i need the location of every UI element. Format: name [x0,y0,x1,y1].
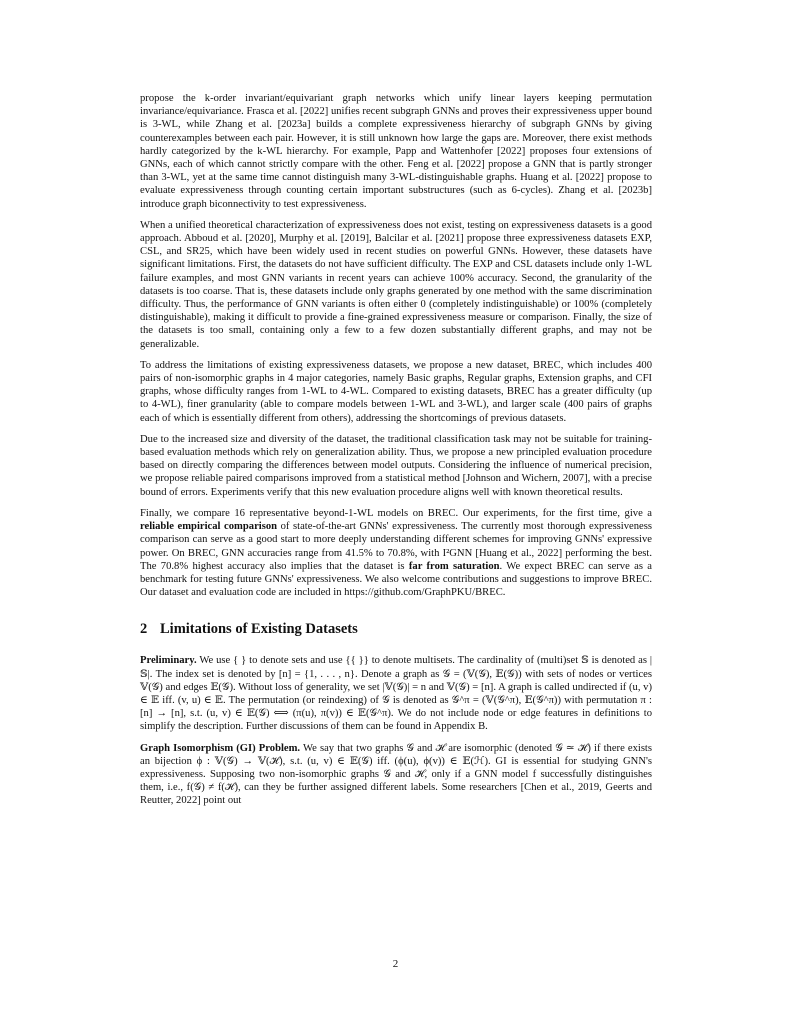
page-body [140,92,652,816]
paragraph-preliminary [140,654,652,733]
paragraph-brec-proposal: To address the limitations of existing expressiveness datasets, we propose a new dataset, BREC, which includes 400 pairs of non-isomorphic graphs in 4 major categories, namely Basic graphs, Regular graphs, Extension graphs, and CFI graphs, whose difficulty ranges from 1-WL to 4-WL. Compared to existing datasets, BREC has a greater difficulty (up to 4-WL), finer granularity (able to compare models between 1-WL and 3-WL), and larger scale (400 pairs of graphs each of which is essentially different from others), addressing the shortcomings of previous datasets. [140,359,652,424]
paragraph-evaluation-procedure: Due to the increased size and diversity of the dataset, the traditional classification task may not be suitable for training-based evaluation methods which rely on generalization ability. Thus, we propose a new principled evaluation procedure based on directly comparing the differences between model outputs. Considering the influence of numerical precision, we propose reliable paired comparisons improved from a statistical method [Johnson and Wichern, 2007], with a precise bound of errors. Experiments verify that this new evaluation procedure aligns well with known theoretical results. [140,433,652,498]
bold-phrase: far from saturation [408,560,500,572]
bold-phrase: reliable empirical comparison [140,521,278,533]
paragraph-text: We use { } to denote sets and use {{ }} to denote multisets. The cardinality of (multi)set 𝕊 is denoted as |𝕊|. The index set is denoted by [n] = {1, . . . , n}. Denote a graph as 𝒢 = (𝕍(𝒢), 𝔼(𝒢)) with sets of nodes or vertices 𝕍(𝒢) and edges 𝔼(𝒢). Without loss of generality, we set |𝕍(𝒢)| = n and 𝕍(𝒢) = [n]. A graph is called undirected if (u, v) ∈ 𝔼 iff. (v, u) ∈ 𝔼. The permutation (or reindexing) of 𝒢 is denoted as 𝒢^π = (𝕍(𝒢^π), 𝔼(𝒢^π)) with permutation π : [n] → [n], s.t. (u, v) ∈ 𝔼(𝒢) ⟺ (π(u), π(v)) ∈ 𝔼(𝒢^π). We do not include node or edge features in definitions to simplify the description. Further discussions of them can be found in Appendix B. [140,655,652,733]
section-title: Limitations of Existing Datasets [160,621,358,638]
section-number: 2 [140,621,148,638]
text-run: Finally, we compare 16 representative beyond-1-WL models on BREC. Our experiments, for the first time, give a [140,507,652,519]
paragraph-related-work: propose the k-order invariant/equivariant graph networks which unify linear layers keeping permutation invariance/equivariance. Frasca et al. [2022] unifies recent subgraph GNNs and proves their expressiveness upper bound is 3-WL, while Zhang et al. [2023a] builds a complete expressiveness hierarchy of subgraph GNNs by giving counterexamples between each pair. However, it is still unknown how large the gaps are. Moreover, there exist methods hardly categorized by the k-WL hierarchy. For example, Papp and Wattenhofer [2022] proposes four extensions of GNNs, each of which cannot strictly compare with the other. Feng et al. [2022] propose a GNN that is partly stronger than 3-WL, yet at the same time cannot distinguish many 3-WL-distinguishable graphs. Huang et al. [2022] propose to evaluate expressiveness through counting certain important substructures (such as 6-cycles). Zhang et al. [2023b] introduce graph biconnectivity to test expressiveness. [140,93,652,210]
text-run: . We expect BREC can serve as a benchmark for testing future GNNs' expressiveness. We also welcome contributions and suggestions to improve BREC. Our dataset and evaluation code are included in https://github.com/GraphPKU/BREC. [140,560,652,599]
page-number: 2 [392,958,399,970]
paragraph-text: We say that two graphs 𝒢 and ℋ are isomorphic (denoted 𝒢 ≃ ℋ) if there exists an bijection ϕ : 𝕍(𝒢) → 𝕍(ℋ), s.t. (u, v) ∈ 𝔼(𝒢) iff. (ϕ(u), ϕ(v)) ∈ 𝔼(ℋ). GI is essential for studying GNN's expressiveness. Supposing two non-isomorphic graphs 𝒢 and ℋ, only if a GNN model f successfully distinguishes them, i.e., f(𝒢) ≠ f(ℋ), can they be further assigned different labels. Some researchers [Chen et al., 2019, Geerts and Reutter, 2022] point out [140,742,653,807]
paragraph-comparison [140,507,652,599]
section-heading [140,621,652,638]
paragraph-label: Graph Isomorphism (GI) Problem. [140,742,301,754]
paragraph-label: Preliminary. [140,655,197,667]
paragraph-gi-problem [140,742,652,808]
paragraph-existing-datasets: When a unified theoretical characterization of expressiveness does not exist, testing on expressiveness datasets is a good approach. Abboud et al. [2020], Murphy et al. [2019], Balcilar et al. [2021] propose three expressiveness datasets EXP, CSL, and SR25, which have been widely used in recent studies on powerful GNNs. However, these datasets have significant limitations. First, the datasets do not have sufficient difficulty. The EXP and CSL datasets include only 1-WL failure examples, and most GNN variants in recent years can achieve 100% accuracy. Second, the granularity of the datasets is too coarse. That is, these datasets include only graphs generated by one method with the same discrimination difficulty. Thus, the performance of GNN variants is often either 0 (completely indistinguishable) or 100% (completely distinguishable), making it difficult to provide a fine-grained expressiveness measure or comparison. Finally, the size of the datasets is too small, containing only a few to a few dozen substantially different graphs, and may not be generalizable. [140,219,652,350]
text-run: of state-of-the-art GNNs' expressiveness. The currently most thorough expressiveness comparison can serve as a good start to more deeply understanding different schemes for improving GNNs' expressive power. On BREC, GNN accuracies range from 41.5% to 70.8%, with I²GNN [Huang et al., 2022] performing the best. The 70.8% highest accuracy also implies that the dataset is [140,521,652,572]
